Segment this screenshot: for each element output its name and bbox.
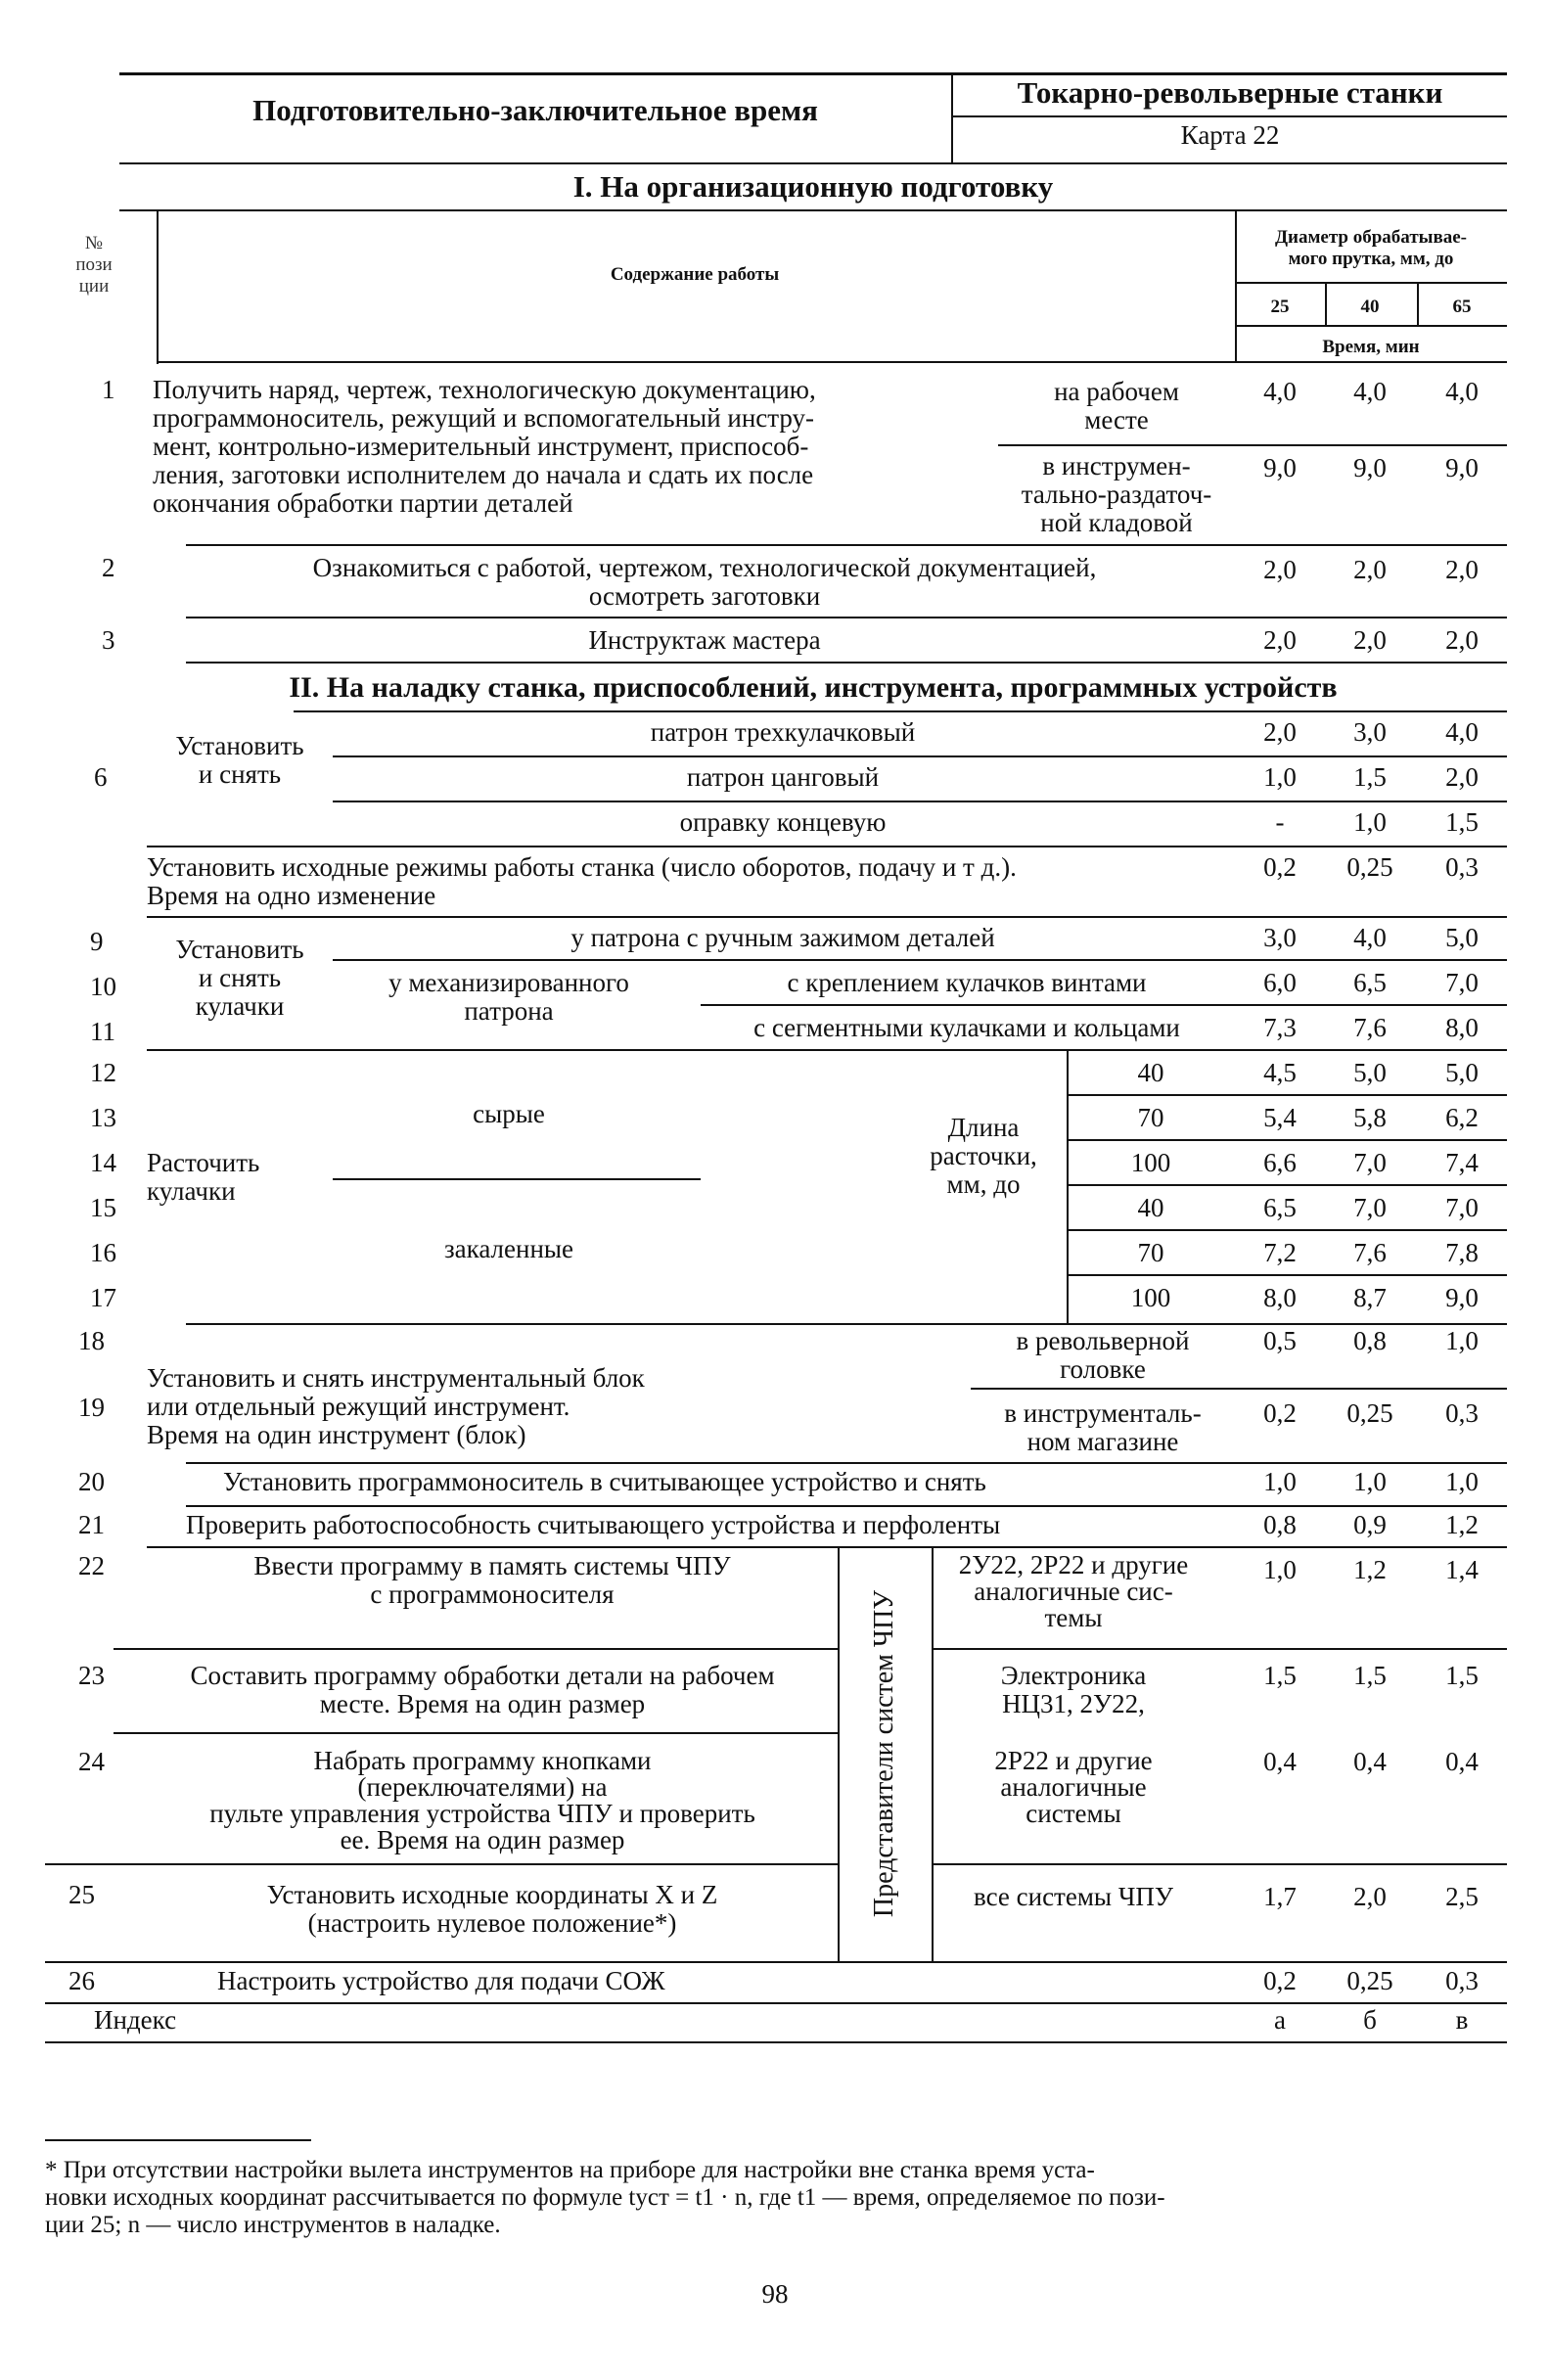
row-26-val-65: 0,3	[1445, 1966, 1479, 1995]
row-24-systems: 2Р22 и другие аналогичные системы	[994, 1746, 1153, 1828]
row-18-place: в револьверной головке	[1016, 1326, 1190, 1384]
row-25-val-25: 1,7	[1263, 1882, 1297, 1911]
bore-length-cell: 100	[1130, 1283, 1171, 1312]
header-left-title: Подготовительно-заключительное время	[252, 93, 818, 127]
row-11-val-40: 7,6	[1353, 1013, 1387, 1042]
row-9-text: у патрона с ручным зажимом деталей	[570, 923, 995, 952]
row-23-text: Составить программу обработки детали на рабочем месте. Время на один размер	[190, 1661, 775, 1718]
row-17-num: 17	[90, 1283, 116, 1312]
section-2-title: II. На наладку станка, приспособлений, инструмента, программных устройств	[289, 671, 1338, 704]
row-25-text: Установить исходные координаты X и Z (настроить нулевое положение*)	[266, 1880, 718, 1938]
row-20-val-40: 1,0	[1353, 1467, 1387, 1496]
bore-time-cell: 7,8	[1445, 1238, 1479, 1267]
bore-length-cell: 70	[1137, 1238, 1164, 1267]
row-1a-place: на рабочем месте	[1054, 377, 1179, 435]
row-25-num: 25	[68, 1880, 95, 1909]
mech-chuck-label: у механизированного патрона	[388, 968, 629, 1026]
row-24-val-25: 0,4	[1263, 1747, 1297, 1776]
row-19-val-25: 0,2	[1263, 1398, 1297, 1428]
num-header: № пози ции	[75, 233, 113, 297]
row-6-val-65: 1,5	[1445, 807, 1479, 837]
hardened-jaws-label: закаленные	[443, 1234, 574, 1263]
row-1-text: Получить наряд, чертеж, технологическую документацию, программоноситель, режущий и вспомогательный инстру- мент, контрольно-измерительный инструмент, приспособ- ления, заготовки исполнителем до начала и сдать их после окончания обработки партии деталей	[153, 375, 816, 518]
row-5-val-40: 1,5	[1353, 762, 1387, 792]
diameter-25: 25	[1270, 297, 1290, 317]
row-9-val-65: 5,0	[1445, 923, 1479, 952]
card-number: Карта 22	[1180, 120, 1280, 150]
row-4-val-40: 3,0	[1353, 717, 1387, 747]
row-6-text: оправку концевую	[679, 807, 887, 837]
row-2-num: 2	[102, 553, 115, 582]
row-2-val-25: 2,0	[1263, 555, 1297, 584]
row-19-val-65: 0,3	[1445, 1398, 1479, 1428]
cnc-systems-vertical-label: Представители систем ЧПУ	[869, 1589, 899, 1918]
section-1-title: I. На организационную подготовку	[572, 169, 1054, 204]
row-1a-val-25: 4,0	[1263, 377, 1297, 406]
row-2-val-40: 2,0	[1353, 555, 1387, 584]
bore-time-cell: 5,8	[1353, 1103, 1387, 1132]
row-20-text: Установить программоноситель в считывающее устройство и снять	[223, 1467, 986, 1496]
row-26-val-25: 0,2	[1263, 1966, 1297, 1995]
footnote: * При отсутствии настройки вылета инструментов на приборе для настройки вне станка время уста- новки исходных координат рассчитывается по формуле tуст = t1 · n, где t1 — время, определяемое по пози- ции 25; n — число инструментов в наладке.	[45, 2157, 1165, 2238]
bore-length-cell: 40	[1137, 1058, 1164, 1087]
bore-time-cell: 7,6	[1353, 1238, 1387, 1267]
bore-time-cell: 8,0	[1263, 1283, 1297, 1312]
bore-time-cell: 8,7	[1353, 1283, 1387, 1312]
bore-time-cell: 7,0	[1353, 1148, 1387, 1177]
row-19-num: 19	[78, 1393, 105, 1422]
row-3-val-40: 2,0	[1353, 625, 1387, 655]
row-11-val-65: 8,0	[1445, 1013, 1479, 1042]
bore-length-cell: 100	[1130, 1148, 1171, 1177]
row-25-val-65: 2,5	[1445, 1882, 1479, 1911]
index-25: а	[1274, 2005, 1286, 2035]
row-10-text: с креплением кулачков винтами	[787, 968, 1147, 997]
row-20-val-25: 1,0	[1263, 1467, 1297, 1496]
row-22-num: 22	[78, 1551, 105, 1580]
row-5-val-65: 2,0	[1445, 762, 1479, 792]
index-65: в	[1455, 2005, 1469, 2035]
row-9-val-25: 3,0	[1263, 923, 1297, 952]
row-5-text: патрон цанговый	[686, 762, 880, 792]
raw-jaws-label: сырые	[473, 1099, 545, 1128]
row-22-text: Ввести программу в память системы ЧПУ с программоносителя	[253, 1551, 731, 1609]
row-18-num: 18	[78, 1326, 105, 1355]
bore-length-cell: 70	[1137, 1103, 1164, 1132]
bore-length-label: Длина расточки, мм, до	[930, 1113, 1037, 1199]
row-26-num: 26	[68, 1966, 95, 1995]
row-4-text: патрон трехкулачковый	[650, 717, 916, 747]
row-3-val-25: 2,0	[1263, 625, 1297, 655]
row-25-systems: все системы ЧПУ	[974, 1882, 1173, 1911]
row-4-val-25: 2,0	[1263, 717, 1297, 747]
content-header: Содержание работы	[610, 264, 780, 285]
row-1b-val-25: 9,0	[1263, 453, 1297, 482]
row-22-val-40: 1,2	[1353, 1555, 1387, 1584]
row-21-num: 21	[78, 1510, 105, 1539]
row-2-val-65: 2,0	[1445, 555, 1479, 584]
row-18-19-text: Установить и снять инструментальный блок или отдельный режущий инструмент. Время на один инструмент (блок)	[147, 1363, 645, 1449]
row-19-val-40: 0,25	[1346, 1398, 1393, 1428]
row-7-val-25: 0,2	[1263, 852, 1297, 882]
row-12-num: 12	[90, 1058, 116, 1087]
row-10-val-40: 6,5	[1353, 968, 1387, 997]
row-21-val-40: 0,9	[1353, 1510, 1387, 1539]
row-10-val-25: 6,0	[1263, 968, 1297, 997]
row-6-val-40: 1,0	[1353, 807, 1387, 837]
row-23-systems: Электроника НЦ31, 2У22,	[1000, 1661, 1147, 1718]
time-header: Время, мин	[1322, 337, 1420, 357]
row-6-val-25: -	[1275, 807, 1285, 837]
row-10-num: 10	[90, 972, 116, 1001]
bore-length-cell: 40	[1137, 1193, 1164, 1222]
row-1-num: 1	[102, 375, 115, 404]
row-2-text: Ознакомиться с работой, чертежом, технологической документацией, осмотреть заготовки	[312, 553, 1097, 611]
row-4-6-label: Установить и снять	[175, 731, 304, 789]
row-9-num: 9	[90, 927, 104, 956]
row-1b-val-40: 9,0	[1353, 453, 1387, 482]
row-7-text: Установить исходные режимы работы станка (число оборотов, подачу и т д.). Время на одно изменение	[147, 852, 1017, 910]
row-26-val-40: 0,25	[1346, 1966, 1393, 1995]
row-18-val-65: 1,0	[1445, 1326, 1479, 1355]
row-5-val-25: 1,0	[1263, 762, 1297, 792]
row-24-text: Набрать программу кнопками (переключателями) на пульте управления устройства ЧПУ и проверить ее. Время на один размер	[209, 1746, 755, 1854]
bore-jaws-label: Расточить кулачки	[147, 1148, 260, 1206]
row-21-val-65: 1,2	[1445, 1510, 1479, 1539]
bore-time-cell: 7,4	[1445, 1148, 1479, 1177]
bore-time-cell: 5,4	[1263, 1103, 1297, 1132]
bore-time-cell: 6,2	[1445, 1103, 1479, 1132]
row-1b-val-65: 9,0	[1445, 453, 1479, 482]
row-22-val-65: 1,4	[1445, 1555, 1479, 1584]
row-24-num: 24	[78, 1747, 105, 1776]
header-right-title: Токарно-револьверные станки	[1017, 75, 1443, 110]
diameter-header: Диаметр обрабатывае- мого прутка, мм, до	[1274, 227, 1468, 269]
row-25-val-40: 2,0	[1353, 1882, 1387, 1911]
row-24-val-65: 0,4	[1445, 1747, 1479, 1776]
row-1b-place: в инструмен- тально-раздаточ- ной кладовой	[1021, 451, 1212, 537]
row-3-text: Инструктаж мастера	[588, 625, 821, 655]
index-40: б	[1363, 2005, 1377, 2035]
row-23-val-25: 1,5	[1263, 1661, 1297, 1690]
row-19-place: в инструменталь- ном магазине	[1004, 1398, 1202, 1456]
row-20-num: 20	[78, 1467, 105, 1496]
row-23-val-65: 1,5	[1445, 1661, 1479, 1690]
row-22-val-25: 1,0	[1263, 1555, 1297, 1584]
row-23-num: 23	[78, 1661, 105, 1690]
row-22-systems: 2У22, 2Р22 и другие аналогичные сис- темы	[958, 1550, 1189, 1632]
row-11-num: 11	[90, 1017, 115, 1046]
bore-time-cell: 6,6	[1263, 1148, 1297, 1177]
row-11-text: с сегментными кулачками и кольцами	[753, 1013, 1180, 1042]
diameter-40: 40	[1360, 297, 1380, 317]
row-6-num: 6	[94, 762, 108, 792]
row-13-num: 13	[90, 1103, 116, 1132]
index-label: Индекс	[94, 2005, 177, 2035]
row-1a-val-40: 4,0	[1353, 377, 1387, 406]
row-20-val-65: 1,0	[1445, 1467, 1479, 1496]
row-9-11-label: Установить и снять кулачки	[175, 935, 304, 1021]
row-7-val-40: 0,25	[1346, 852, 1393, 882]
bore-time-cell: 6,5	[1263, 1193, 1297, 1222]
bore-time-cell: 5,0	[1445, 1058, 1479, 1087]
row-3-num: 3	[102, 625, 115, 655]
row-4-val-65: 4,0	[1445, 717, 1479, 747]
row-3-val-65: 2,0	[1445, 625, 1479, 655]
bore-time-cell: 7,2	[1263, 1238, 1297, 1267]
row-15-num: 15	[90, 1193, 116, 1222]
row-18-val-40: 0,8	[1353, 1326, 1387, 1355]
bore-time-cell: 7,0	[1445, 1193, 1479, 1222]
row-26-text: Настроить устройство для подачи СОЖ	[217, 1966, 665, 1995]
row-7-val-65: 0,3	[1445, 852, 1479, 882]
row-10-val-65: 7,0	[1445, 968, 1479, 997]
page-number: 98	[761, 2279, 789, 2309]
row-21-text: Проверить работоспособность считывающего устройства и перфоленты	[186, 1510, 1001, 1539]
row-1a-val-65: 4,0	[1445, 377, 1479, 406]
bore-time-cell: 5,0	[1353, 1058, 1387, 1087]
bore-time-cell: 4,5	[1263, 1058, 1297, 1087]
row-11-val-25: 7,3	[1263, 1013, 1297, 1042]
row-24-val-40: 0,4	[1353, 1747, 1387, 1776]
row-16-num: 16	[90, 1238, 116, 1267]
bore-time-cell: 9,0	[1445, 1283, 1479, 1312]
row-18-val-25: 0,5	[1263, 1326, 1297, 1355]
row-9-val-40: 4,0	[1353, 923, 1387, 952]
row-21-val-25: 0,8	[1263, 1510, 1297, 1539]
bore-time-cell: 7,0	[1353, 1193, 1387, 1222]
row-23-val-40: 1,5	[1353, 1661, 1387, 1690]
row-14-num: 14	[90, 1148, 116, 1177]
diameter-65: 65	[1452, 297, 1472, 317]
